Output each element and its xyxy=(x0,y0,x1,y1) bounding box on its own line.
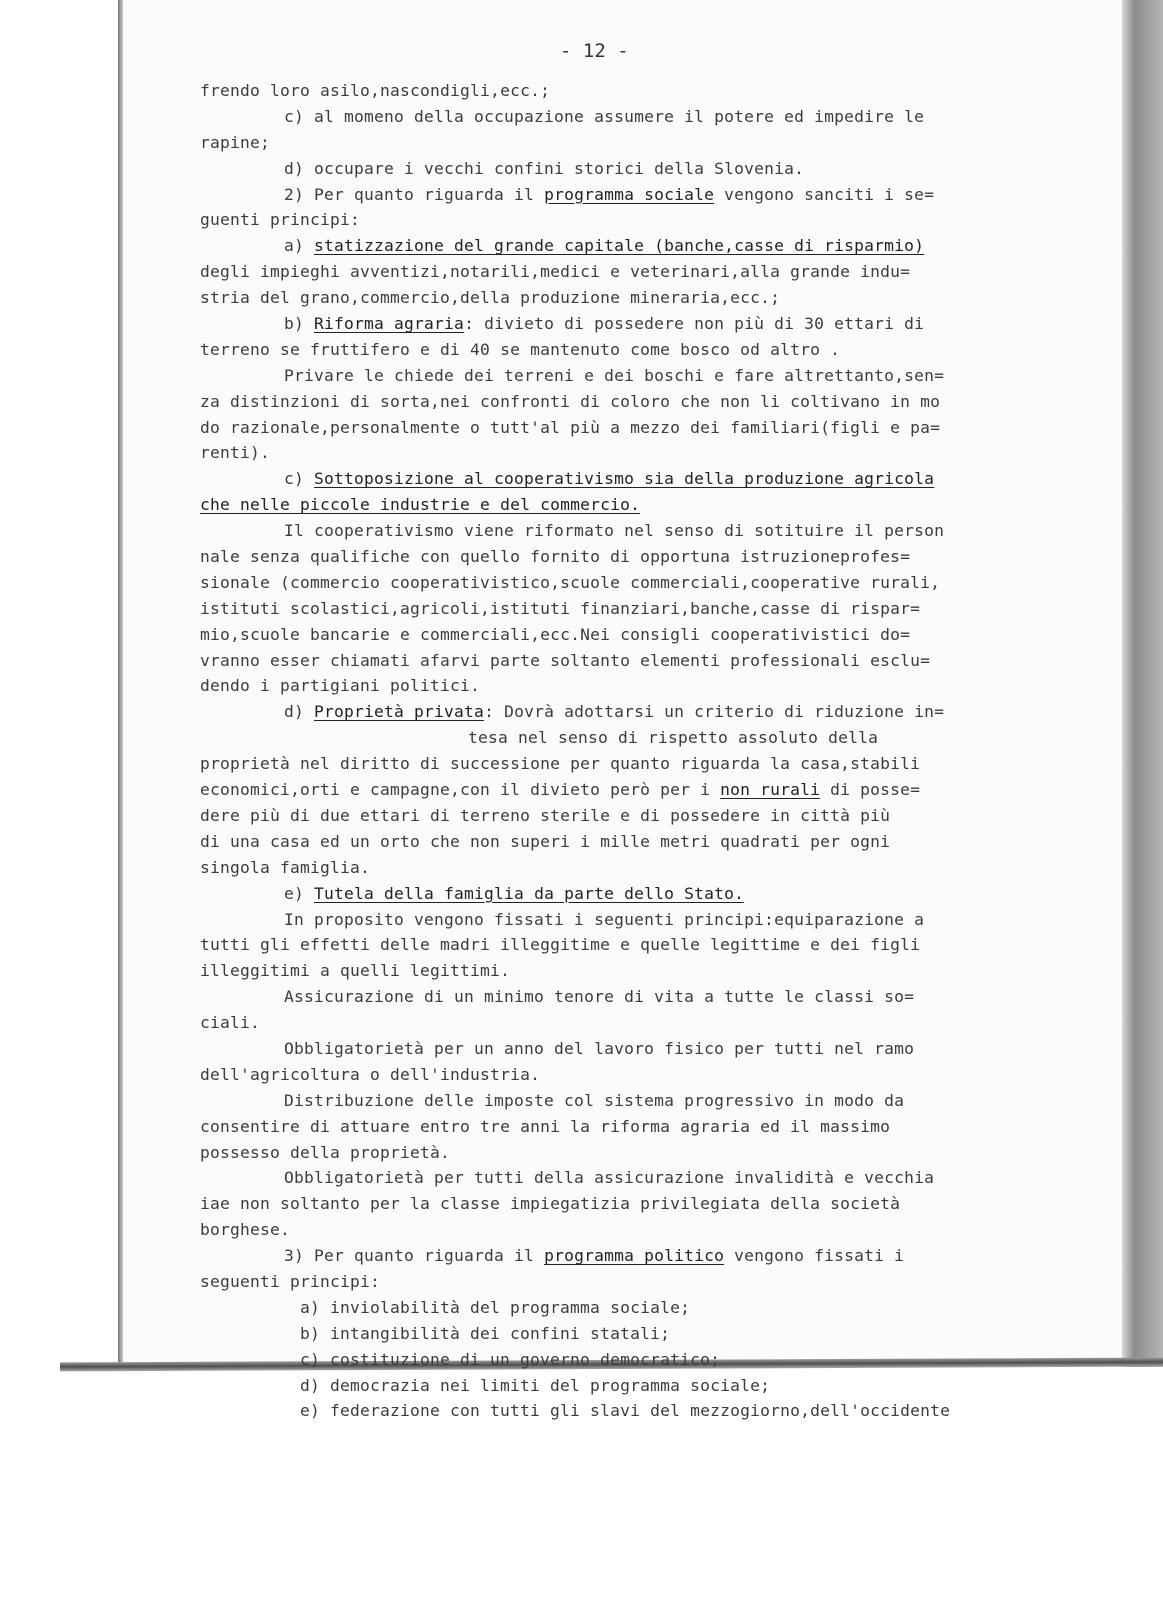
text-run: 3) Per quanto riguarda il xyxy=(284,1246,545,1266)
text-run: b) intangibilità dei confini statali; xyxy=(300,1323,671,1343)
text-run: d) xyxy=(284,702,315,722)
text-run: di posse= xyxy=(820,780,921,800)
page-number: - 12 - xyxy=(560,40,629,62)
text-line xyxy=(200,570,1120,596)
text-line xyxy=(200,104,1120,130)
text-line xyxy=(200,518,1120,544)
text-run: nale senza qualifiche con quello fornito di opportuna istruzioneprofes= xyxy=(200,547,911,567)
text-run: consentire di attuare entro tre anni la riforma agraria ed il massimo xyxy=(200,1116,891,1136)
underlined-text: Tutela della famiglia da parte dello Stato. xyxy=(314,883,745,903)
text-run: a) xyxy=(284,236,315,256)
text-line xyxy=(200,130,1120,156)
underlined-text: Riforma agraria xyxy=(314,314,465,334)
text-line xyxy=(200,622,1120,648)
text-line xyxy=(200,1062,1120,1088)
text-run: borghese. xyxy=(200,1220,291,1240)
text-line xyxy=(200,544,1120,570)
text-line xyxy=(200,1114,1120,1140)
text-run: dell'agricoltura o dell'industria. xyxy=(200,1064,541,1084)
underlined-text: programma politico xyxy=(544,1246,725,1266)
text-line xyxy=(200,881,1120,907)
text-line xyxy=(200,466,1120,492)
underlined-text: che nelle piccole industrie e del commercio. xyxy=(200,495,641,515)
text-line xyxy=(200,389,1120,415)
underlined-text: Proprietà privata xyxy=(314,702,485,722)
text-run: terreno se fruttifero e di 40 se mantenuto come bosco od altro . xyxy=(200,339,841,359)
text-run: Distribuzione delle imposte col sistema progressivo in modo da xyxy=(284,1090,905,1110)
text-line xyxy=(200,1217,1120,1243)
text-run: mio,scuole bancarie e commerciali,ecc.Nei consigli cooperativistici do= xyxy=(200,624,911,644)
text-run: do razionale,personalmente o tutt'al più a mezzo dei familiari(figli e pa= xyxy=(200,417,941,437)
text-run: Obbligatorietà per tutti della assicurazione invalidità e vecchia xyxy=(284,1168,935,1188)
text-line xyxy=(200,829,1120,855)
text-line xyxy=(200,1140,1120,1166)
text-line xyxy=(200,337,1120,363)
text-line xyxy=(200,285,1120,311)
text-run: iae non soltanto per la classe impiegatizia privilegiata della società xyxy=(200,1194,901,1214)
text-line xyxy=(200,673,1120,699)
page-left-edge xyxy=(118,0,123,1367)
text-run: e) federazione con tutti gli slavi del mezzogiorno,dell'occidente xyxy=(300,1401,951,1421)
text-line xyxy=(200,1321,1120,1347)
text-line xyxy=(200,1088,1120,1114)
text-run: possesso della proprietà. xyxy=(200,1142,451,1162)
text-line xyxy=(200,78,1120,104)
text-run: vengono sanciti i se= xyxy=(714,184,935,204)
text-run: istituti scolastici,agricoli,istituti finanziari,banche,casse di rispar= xyxy=(200,598,921,618)
text-line xyxy=(200,777,1120,803)
text-run: Privare le chiede dei terreni e dei boschi e fare altrettanto,sen= xyxy=(284,365,945,385)
text-run: vengono fissati i xyxy=(724,1246,905,1266)
text-run: e) xyxy=(284,883,315,903)
text-line xyxy=(200,492,1120,518)
text-run: singola famiglia. xyxy=(200,857,371,877)
text-line xyxy=(200,1347,1120,1373)
text-line xyxy=(200,259,1120,285)
text-line xyxy=(200,1010,1120,1036)
text-run: sionale (commercio cooperativistico,scuole commerciali,cooperative rurali, xyxy=(200,572,941,592)
text-run: guenti principi: xyxy=(200,210,361,230)
text-run: Obbligatorietà per un anno del lavoro fisico per tutti nel ramo xyxy=(284,1038,915,1058)
text-line xyxy=(200,699,1120,725)
text-line xyxy=(200,1165,1120,1191)
text-line xyxy=(200,207,1120,233)
text-line xyxy=(200,1191,1120,1217)
text-line xyxy=(200,596,1120,622)
text-line xyxy=(200,855,1120,881)
text-line xyxy=(200,958,1120,984)
text-line xyxy=(200,363,1120,389)
text-line xyxy=(200,725,1120,751)
text-line xyxy=(200,751,1120,777)
text-line xyxy=(200,415,1120,441)
text-run: renti). xyxy=(200,443,271,463)
text-run: dere più di due ettari di terreno sterile e di possedere in città più xyxy=(200,805,891,825)
text-run: seguenti principi: xyxy=(200,1271,381,1291)
text-line xyxy=(200,932,1120,958)
text-line xyxy=(200,440,1120,466)
text-run: : Dovrà adottarsi un criterio di riduzione in= xyxy=(484,702,945,722)
text-line xyxy=(200,1398,1120,1424)
text-run: proprietà nel diritto di successione per quanto riguarda la casa,stabili xyxy=(200,754,921,774)
text-line xyxy=(200,1373,1120,1399)
text-run: d) occupare i vecchi confini storici della Slovenia. xyxy=(284,158,805,178)
text-line xyxy=(200,803,1120,829)
text-line xyxy=(200,1295,1120,1321)
underlined-text: programma sociale xyxy=(544,184,715,204)
text-run: tesa nel senso di rispetto assoluto della xyxy=(468,728,879,748)
text-run: tutti gli effetti delle madri illeggitime e quelle legittime e dei figli xyxy=(200,935,921,955)
text-run: a) inviolabilità del programma sociale; xyxy=(300,1297,691,1317)
text-run: : divieto di possedere non più di 30 ettari di xyxy=(464,314,925,334)
text-run: za distinzioni di sorta,nei confronti di coloro che non li coltivano in mo xyxy=(200,391,941,411)
text-run: b) xyxy=(284,314,315,334)
text-run: Assicurazione di un minimo tenore di vita a tutte le classi so= xyxy=(284,987,915,1007)
underlined-text: Sottoposizione al cooperativismo sia della produzione agricola xyxy=(314,469,935,489)
text-run: dendo i partigiani politici. xyxy=(200,676,481,696)
text-run: illeggitimi a quelli legittimi. xyxy=(200,961,511,981)
text-run: degli impieghi avventizi,notarili,medici e veterinari,alla grande indu= xyxy=(200,262,911,282)
text-line xyxy=(200,1269,1120,1295)
typewritten-text xyxy=(200,78,1120,1424)
text-run: stria del grano,commercio,della produzione mineraria,ecc.; xyxy=(200,288,781,308)
text-line xyxy=(200,156,1120,182)
text-run: ciali. xyxy=(200,1013,261,1033)
text-run: frendo loro asilo,nascondigli,ecc.; xyxy=(200,81,551,100)
text-run: In proposito vengono fissati i seguenti principi:equiparazione a xyxy=(284,909,925,929)
text-run: vranno esser chiamati afarvi parte soltanto elementi professionali esclu= xyxy=(200,650,931,670)
text-line xyxy=(200,1243,1120,1269)
text-line xyxy=(200,648,1120,674)
text-run: economici,orti e campagne,con il divieto però per i xyxy=(200,780,721,800)
text-run: c) costituzione di un governo democratico; xyxy=(300,1349,721,1369)
page-right-edge-shadow xyxy=(1122,0,1163,1367)
text-line xyxy=(200,907,1120,933)
underlined-text: statizzazione del grande capitale (banche,casse di risparmio) xyxy=(314,236,925,256)
text-line xyxy=(200,1036,1120,1062)
text-run: c) xyxy=(284,469,315,489)
text-line xyxy=(200,984,1120,1010)
text-run: c) al momeno della occupazione assumere il potere ed impedire le xyxy=(284,106,925,126)
text-line xyxy=(200,182,1120,208)
text-run: Il cooperativismo viene riformato nel senso di sotituire il person xyxy=(284,521,945,541)
text-run: di una casa ed un orto che non superi i mille metri quadrati per ogni xyxy=(200,831,891,851)
text-run: d) democrazia nei limiti del programma sociale; xyxy=(300,1375,771,1395)
text-line xyxy=(200,233,1120,259)
text-run: 2) Per quanto riguarda il xyxy=(284,184,545,204)
text-line xyxy=(200,311,1120,337)
text-run: rapine; xyxy=(200,132,271,152)
underlined-text: non rurali xyxy=(720,780,821,800)
